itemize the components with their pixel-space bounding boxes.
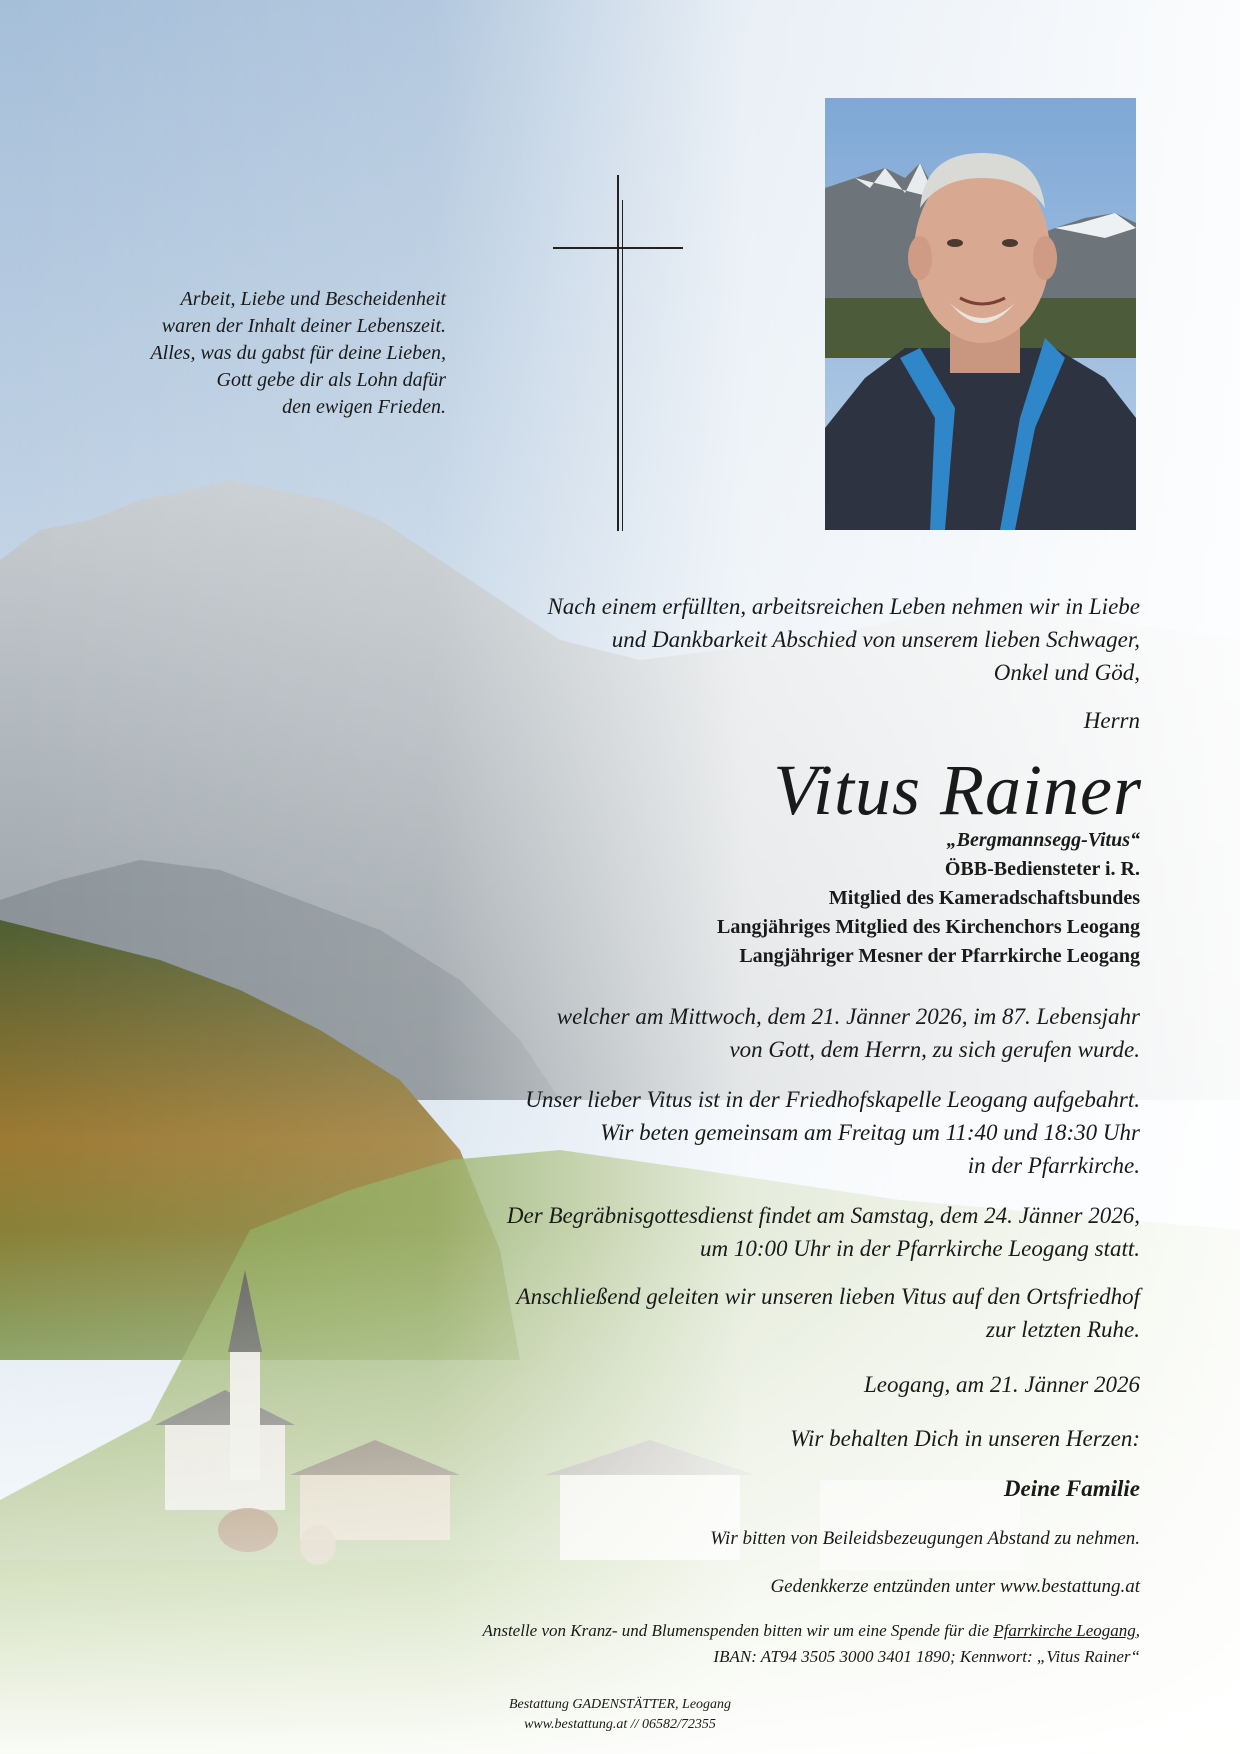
paragraph-line: zur letzten Ruhe. [986,1317,1140,1342]
company-contact: www.bestattung.at // 06582/72355 [524,1717,716,1732]
burial-paragraph [340,1280,1140,1346]
closing-line: Wir behalten Dich in unseren Herzen: [790,1426,1140,1451]
funeral-paragraph [340,1199,1140,1265]
paragraph-line: Der Begräbnisgottesdienst findet am Samstag, dem 24. Jänner 2026, [506,1203,1140,1228]
titles-list [440,826,1140,971]
death-paragraph [340,1000,1140,1066]
paragraph-line: von Gott, dem Herrn, zu sich gerufen wurde. [729,1037,1140,1062]
intro-line: Nach einem erfüllten, arbeitsreichen Leben nehmen wir in Liebe [547,594,1140,619]
paragraph-line: Unser lieber Vitus ist in der Friedhofskapelle Leogang aufgebahrt. [525,1087,1140,1112]
intro-text [380,590,1140,689]
candle-note: Gedenkkerze entzünden unter www.bestattung.at [770,1576,1140,1597]
title-line: Mitglied des Kameradschaftsbundes [828,887,1140,909]
cross-icon [617,175,619,531]
signature: Deine Familie [1003,1476,1140,1501]
intro-line: und Dankbarkeit Abschied von unserem lieben Schwager, [611,627,1140,652]
quote-line: Arbeit, Liebe und Bescheidenheit [180,288,446,310]
quote-line: Alles, was du gabst für deine Lieben, [150,342,446,364]
parish-link[interactable]: Pfarrkirche Leogang [993,1621,1136,1640]
donation-prefix: Anstelle von Kranz- und Blumenspenden bitten wir um eine Spende für die [482,1621,994,1640]
paragraph-line: welcher am Mittwoch, dem 21. Jänner 2026, im 87. Lebensjahr [556,1004,1140,1029]
paragraph-line: um 10:00 Uhr in der Pfarrkirche Leogang statt. [700,1236,1140,1261]
iban-line: IBAN: AT94 3505 3000 3401 1890; Kennwort: „Vitus Rainer“ [713,1647,1140,1666]
condolence-note: Wir bitten von Beileidsbezeugungen Abstand zu nehmen. [710,1528,1140,1549]
paragraph-line: Wir beten gemeinsam am Freitag um 11:40 und 18:30 Uhr [600,1120,1140,1145]
footer [420,1695,820,1735]
donation-note [240,1618,1140,1670]
paragraph-line: in der Pfarrkirche. [967,1153,1140,1178]
funeral-company: Bestattung GADENSTÄTTER, Leogang [508,1697,732,1712]
intro-line: Onkel und Göd, [993,660,1140,685]
quote-line: Gott gebe dir als Lohn dafür [216,369,446,391]
title-line: Langjähriger Mesner der Pfarrkirche Leogang [739,945,1140,967]
donation-suffix: , [1135,1621,1140,1640]
cross-icon-shadow [622,200,623,531]
quote-line: waren der Inhalt deiner Lebenszeit. [161,315,446,337]
salutation: Herrn [1083,708,1140,733]
cross-icon-bar [553,247,683,249]
memorial-quote [100,286,446,421]
portrait-photo [825,98,1136,530]
donation-line [240,1618,1140,1644]
title-line: Langjähriges Mitglied des Kirchenchors Leogang [717,916,1140,938]
deceased-name: Vitus Rainer [773,750,1142,830]
nickname: „Bergmannsegg-Vitus“ [946,829,1140,851]
paragraph-line: Anschließend geleiten wir unseren lieben Vitus auf den Ortsfriedhof [516,1284,1140,1309]
viewing-paragraph [340,1083,1140,1182]
quote-line: den ewigen Frieden. [282,396,446,418]
title-line: ÖBB-Bediensteter i. R. [944,858,1140,880]
place-date: Leogang, am 21. Jänner 2026 [864,1372,1140,1397]
